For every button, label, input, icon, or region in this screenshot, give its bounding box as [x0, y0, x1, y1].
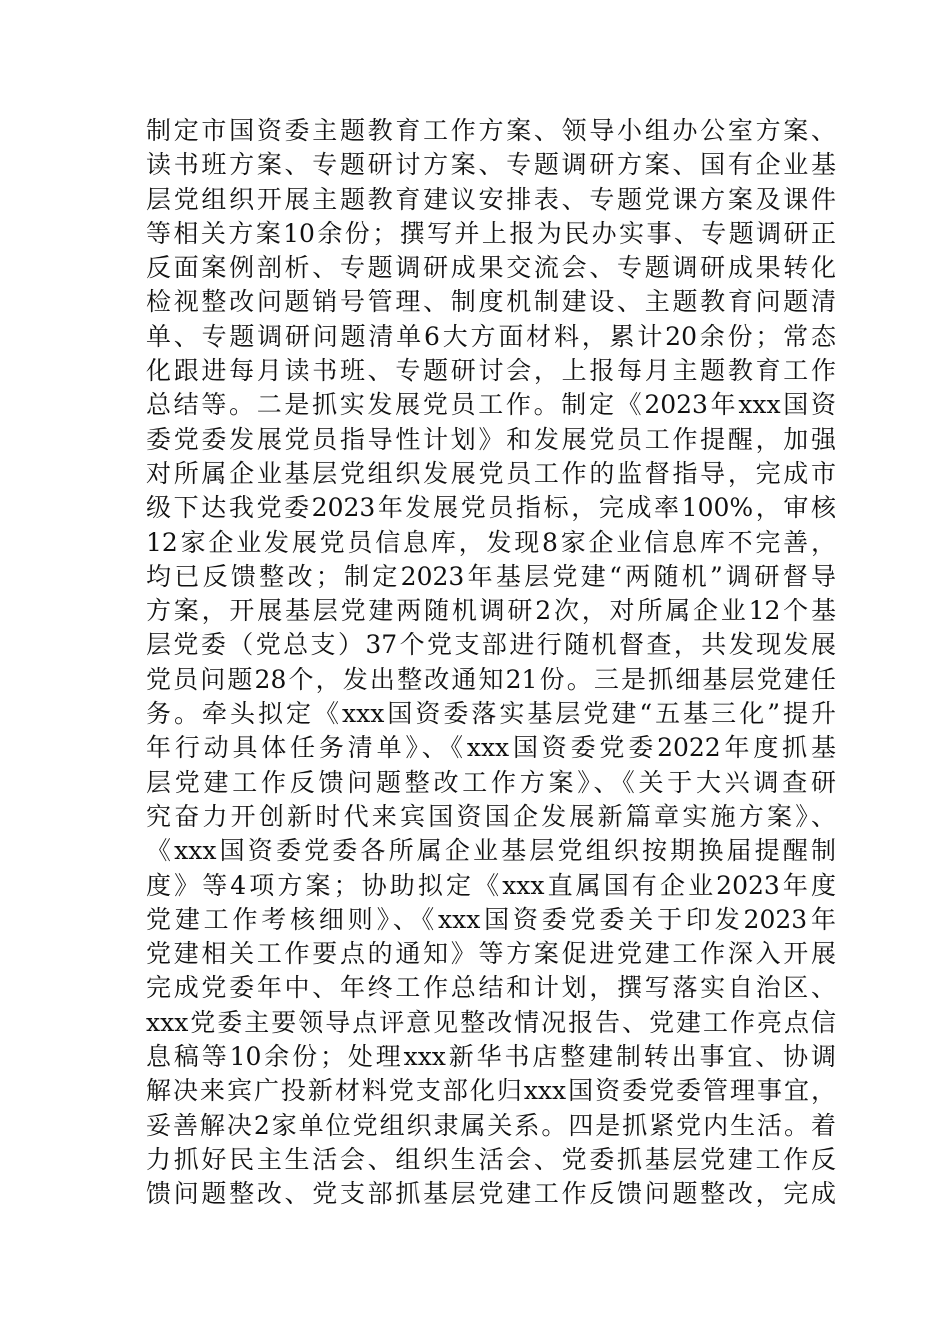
text-line: 究奋力开创新时代来宾国资国企发展新篇章实施方案》、	[146, 801, 836, 831]
text-line: 层党委（党总支）37个党支部进行随机督查，共发现发展	[146, 630, 836, 660]
text-line: 妥善解决2家单位党组织隶属关系。四是抓紧党内生活。着	[146, 1110, 836, 1140]
text-line: 对所属企业基层党组织发展党员工作的监督指导，完成市	[146, 458, 836, 488]
text-line: 解决来宾广投新材料党支部化归xxx国资委党委管理事宜，	[146, 1076, 836, 1106]
text-line: 完成党委年中、年终工作总结和计划，撰写落实自治区、	[146, 973, 836, 1003]
text-line: 息稿等10余份；处理xxx新华书店整建制转出事宜、协调	[146, 1042, 836, 1072]
text-line: 党员问题28个，发出整改通知21份。三是抓细基层党建任	[146, 664, 836, 694]
text-line: 等相关方案10余份；撰写并上报为民办实事、专题调研正	[146, 218, 836, 248]
text-line: 务。牵头拟定《xxx国资委落实基层党建“五基三化”提升	[146, 699, 836, 729]
text-line: 委党委发展党员指导性计划》和发展党员工作提醒，加强	[146, 424, 836, 454]
text-line: 方案，开展基层党建两随机调研2次，对所属企业12个基	[146, 596, 836, 626]
text-line: 制定市国资委主题教育工作方案、领导小组办公室方案、	[146, 116, 836, 145]
text-line: 层党组织开展主题教育建议安排表、专题党课方案及课件	[146, 184, 836, 214]
text-line: 12家企业发展党员信息库，发现8家企业信息库不完善，	[146, 527, 836, 557]
text-line: 化跟进每月读书班、专题研讨会，上报每月主题教育工作	[146, 356, 836, 386]
text-line: xxx党委主要领导点评意见整改情况报告、党建工作亮点信	[146, 1007, 836, 1037]
text-line: 党建工作考核细则》、《xxx国资委党委关于印发2023年	[146, 904, 836, 934]
text-line: 馈问题整改、党支部抓基层党建工作反馈问题整改，完成	[146, 1179, 836, 1209]
text-line: 总结等。二是抓实发展党员工作。制定《2023年xxx国资	[146, 390, 836, 420]
text-line: 检视整改问题销号管理、制度机制建设、主题教育问题清	[146, 287, 836, 317]
text-line: 均已反馈整改；制定2023年基层党建“两随机”调研督导	[146, 561, 836, 591]
text-line: 力抓好民主生活会、组织生活会、党委抓基层党建工作反	[146, 1144, 836, 1174]
text-line: 党建相关工作要点的通知》等方案促进党建工作深入开展	[146, 939, 836, 969]
text-line: 反面案例剖析、专题调研成果交流会、专题调研成果转化	[146, 253, 836, 283]
text-line: 度》等4项方案；协助拟定《xxx直属国有企业2023年度	[146, 870, 836, 900]
text-line: 年行动具体任务清单》、《xxx国资委党委2022年度抓基	[146, 733, 836, 763]
text-line: 层党建工作反馈问题整改工作方案》、《关于大兴调查研	[146, 767, 836, 797]
text-line: 《xxx国资委党委各所属企业基层党组织按期换届提醒制	[146, 836, 836, 866]
text-line: 读书班方案、专题研讨方案、专题调研方案、国有企业基	[146, 150, 836, 180]
body-text	[146, 114, 836, 1212]
text-line: 单、专题调研问题清单6大方面材料，累计20余份；常态	[146, 321, 836, 351]
text-line: 级下达我党委2023年发展党员指标，完成率100%，审核	[146, 493, 836, 523]
